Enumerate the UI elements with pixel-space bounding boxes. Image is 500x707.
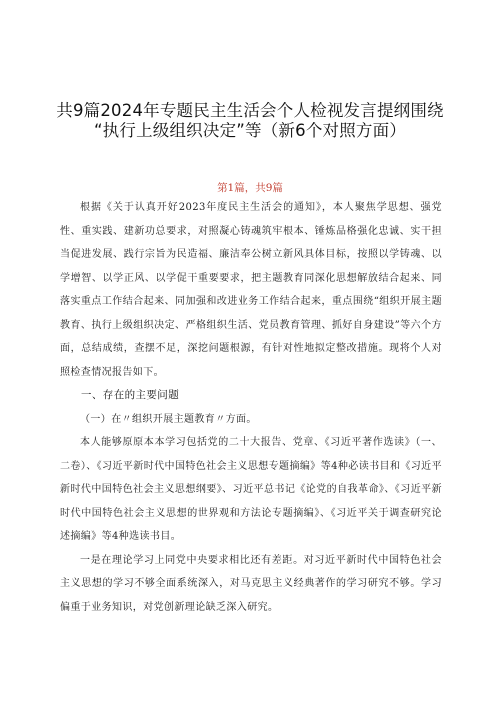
section-heading: 一、存在的主要问题 (81, 389, 180, 401)
document-body (60, 196, 442, 619)
intro-paragraph: 根据《关于认真开好2023年度民主生活会的通知》，本人聚焦学思想、强党性、重实践、建新功总要求，对照凝心铸魂筑牢根本、锤炼品格强化忠诚、实干担当促进发展、践行宗旨为民造福、廉洁奉公树立新风具体目标，按照以学铸魂、以学增智、以学正风、以学促干重要要求，把主题教育同深化思想解放结合起来、同落实重点工作结合起来、同加强和改进业务工作结合起来，重点围绕“组织开展主题教育、执行上级组织决定、严格组织生活、党员教育管理、抓好自身建设”等六个方面，总结成绩，查摆不足，深挖问题根源，有针对性地拟定整改措施。现将个人对照检查情况报告如下。 (60, 202, 442, 378)
document-title-line1: 共9篇2024年专题民主生活会个人检视发言提纲围绕 (56, 101, 444, 120)
body-paragraph: 一是在理论学习上同党中央要求相比还有差距。对习近平新时代中国特色社会主义思想的学习不够全面系统深入，对马克思主义经典著作的学习研究不够。学习偏重于业务知识，对党创新理论缺乏深入研究。 (60, 554, 442, 613)
part-indicator: 第1篇，共9篇 (217, 182, 283, 194)
body-paragraph: 本人能够原原本本学习包括党的二十大报告、党章、《习近平著作选读》（一、二卷）、《习近平新时代中国特色社会主义思想专题摘编》等4种必读书目和《习近平新时代中国特色社会主义思想纲要》、习近平总书记《论党的自我革命》、《习近平新时代中国特色社会主义思想的世界观和方法论专题摘编》、《习近平关于调查研究论述摘编》等4种选读书目。 (60, 437, 442, 542)
document-title-line2: “执行上级组织决定”等（新6个对照方面） (93, 121, 407, 140)
subsection-heading: （一）在〃组织开展主题教育〃方面。 (80, 413, 257, 425)
